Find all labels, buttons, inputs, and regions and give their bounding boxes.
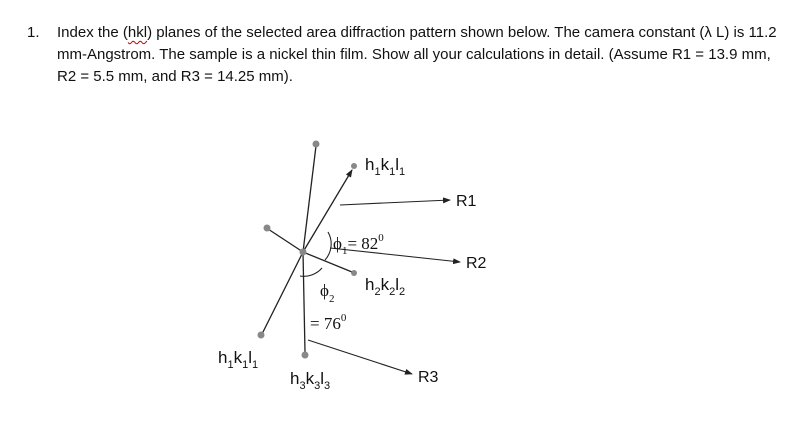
question-number: 1. [27,24,40,41]
question-text-before: Index the ( [57,24,128,41]
phi1-arc [325,232,331,260]
phi2-label [320,281,334,305]
line-to-bottom-spot [303,252,305,352]
phi2-degree: 0 [340,312,347,324]
line-to-right-spot [303,170,352,252]
spot-label-top: $h_1k_1l_1$ [365,155,406,178]
line-to-left-spot [268,229,303,252]
line-to-bottom-left-spot [262,252,303,334]
phi2-value-label [310,312,347,333]
r1-arrow [340,200,450,205]
spot-left [264,225,271,232]
phi2-symbol: ϕ [320,281,329,300]
spot-top [313,141,320,148]
phi2-value: = 76 [310,314,341,333]
spot-right [351,163,357,169]
spot-label-mid: $h_2k_2l_2$ [365,275,406,298]
phi1-subscript: 1 [341,245,348,257]
hkl-spellcheck-word: hkl [127,24,148,41]
spot-label-left: $h_1k_1l_1$ [218,348,259,371]
r1-label: R1 [456,193,477,210]
spot-center [300,249,307,256]
r2-label: R2 [466,255,487,272]
spot-bottom-left [258,332,265,339]
phi1-symbol: ϕ [333,234,342,253]
phi1-value: = 82 [347,234,379,253]
phi2-subscript: 2 [328,293,335,305]
phi1-degree: 0 [378,232,384,244]
spot-mid-right [351,270,357,276]
spot-label-bottom: $h_3k_3l_3$ [290,369,331,392]
question-text-after: ) planes of the selected area diffraction pattern shown below. The camera constant (λ L) is 11.2 mm-Angstrom. The sample is a nickel thin film. Show all your calculations in detail. (Assume R1 = 13.9 mm, R2 = 5.5 mm, and R3 = 14.25 mm). [57,24,777,85]
spot-bottom [302,352,309,359]
r3-label: R3 [418,369,439,386]
line-to-top-spot [303,146,316,252]
